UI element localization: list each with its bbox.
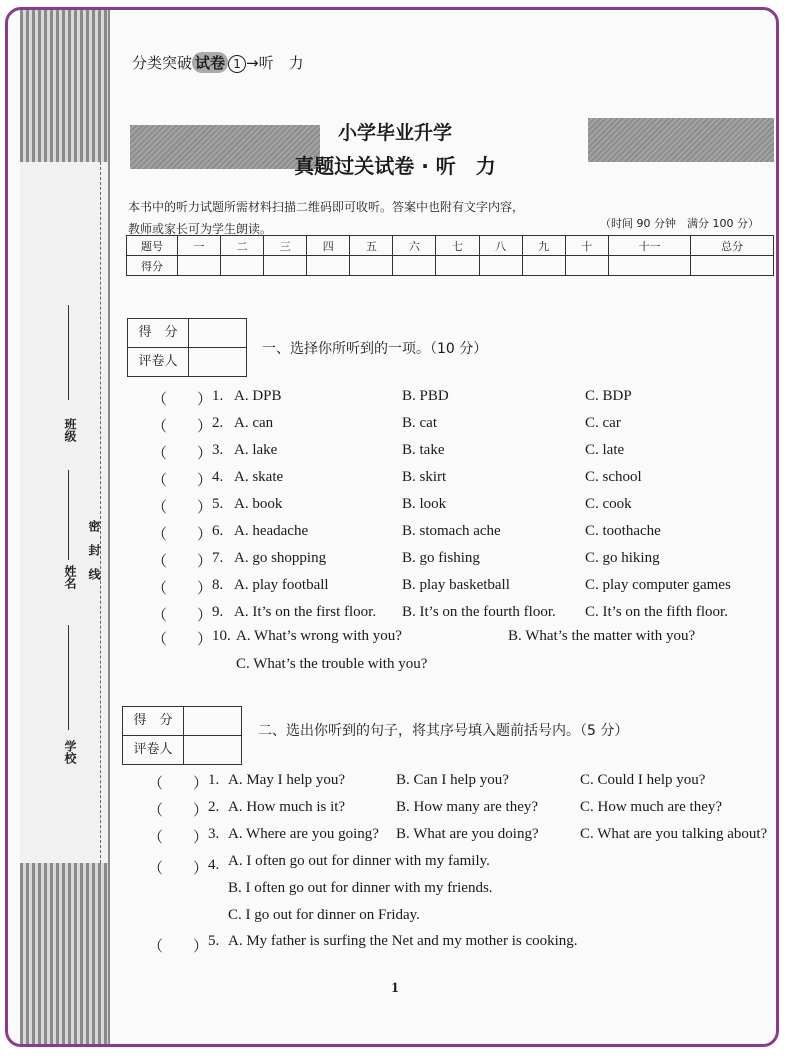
note-line2: 教师或家长可为学生朗读。 (128, 222, 273, 236)
header-test-pill: 试卷 (192, 52, 228, 73)
answer-bracket[interactable]: （ ） (148, 861, 209, 877)
question-number: 9. (212, 604, 224, 620)
school-label: 学校 (63, 740, 77, 764)
seal-line-label: 密 封 线 (87, 520, 101, 580)
score-col: 六 (393, 236, 436, 256)
score-cell[interactable] (436, 256, 479, 276)
answer-bracket[interactable]: （ ） (152, 392, 213, 408)
score-table-header-label: 题号 (127, 236, 178, 256)
score-col: 二 (221, 236, 264, 256)
option-b: B. What are you doing? (396, 826, 539, 842)
answer-bracket[interactable]: （ ） (148, 776, 209, 792)
answer-bracket[interactable]: （ ） (152, 608, 213, 624)
margin-stripes-bottom (20, 863, 108, 1047)
question-number: 4. (212, 469, 224, 485)
section1-score-box (127, 318, 247, 377)
score-table-score-row (127, 256, 774, 276)
option-a: A. How much is it? (228, 799, 346, 815)
header-test-number: 1 (228, 55, 246, 73)
answer-bracket[interactable]: （ ） (152, 632, 213, 648)
option-b: B. stomach ache (402, 523, 501, 539)
name-underline (68, 470, 69, 560)
score-cell[interactable] (350, 256, 393, 276)
option-c: C. It’s on the fifth floor. (585, 604, 728, 620)
option-c: C. BDP (585, 388, 632, 404)
option-c: C. I go out for dinner on Friday. (228, 907, 420, 923)
answer-bracket[interactable]: （ ） (148, 939, 209, 955)
score-col: 四 (307, 236, 350, 256)
score-cell[interactable] (307, 256, 350, 276)
question-number: 3. (208, 826, 220, 842)
score-col: 七 (436, 236, 479, 256)
section1-title: 一、选择你所听到的一项。（10 分） (262, 341, 488, 357)
question-number: 1. (212, 388, 224, 404)
option-b: B. look (402, 496, 447, 512)
name-label: 姓名 (63, 565, 77, 589)
note-line1: 本书中的听力试题所需材料扫描二维码即可收听。答案中也附有文字内容， (128, 200, 525, 214)
score-col: 一 (178, 236, 221, 256)
option-c: C. cook (585, 496, 632, 512)
score-box-grader-label: 评卷人 (128, 348, 189, 376)
answer-bracket[interactable]: （ ） (152, 527, 213, 543)
option-c: C. What are you talking about? (580, 826, 768, 842)
option-c: C. How much are they? (580, 799, 723, 815)
question-number: 5. (208, 933, 220, 949)
score-table (126, 235, 774, 276)
score-cell[interactable] (264, 256, 307, 276)
option-a: A. May I help you? (228, 772, 346, 788)
class-underline (68, 305, 69, 400)
option-a: A. skate (234, 469, 284, 485)
score-col: 十一 (608, 236, 691, 256)
school-underline (68, 625, 69, 730)
score-box-score-label: 得 分 (123, 707, 184, 735)
answer-bracket[interactable]: （ ） (148, 830, 209, 846)
option-c: C. toothache (585, 523, 661, 539)
option-b: B. cat (402, 415, 437, 431)
option-b: B. go fishing (402, 550, 480, 566)
page-title-line1: 小学毕业升学 (337, 122, 452, 144)
option-c: C. What’s the trouble with you? (236, 656, 428, 672)
question-number: 1. (208, 772, 220, 788)
option-b: B. I often go out for dinner with my friends. (228, 880, 493, 896)
score-table-row-label: 得分 (127, 256, 178, 276)
question-number: 8. (212, 577, 224, 593)
score-cell[interactable] (393, 256, 436, 276)
score-col: 三 (264, 236, 307, 256)
option-c: C. school (585, 469, 642, 485)
option-a: A. Where are you going? (228, 826, 379, 842)
section2-score-box (122, 706, 242, 765)
question-number: 2. (212, 415, 224, 431)
option-c: C. Could I help you? (580, 772, 706, 788)
option-b: B. skirt (402, 469, 447, 485)
page-number: 1 (391, 980, 399, 996)
answer-bracket[interactable]: （ ） (152, 446, 213, 462)
answer-bracket[interactable]: （ ） (152, 581, 213, 597)
option-c: C. late (585, 442, 625, 458)
score-cell[interactable] (479, 256, 522, 276)
section2-title: 二、选出你听到的句子，将其序号填入题前括号内。（5 分） (258, 723, 629, 739)
question-number: 4. (208, 857, 220, 873)
question-number: 10. (212, 628, 231, 644)
option-a: A. lake (234, 442, 278, 458)
option-c: C. play computer games (585, 577, 731, 593)
score-cell[interactable] (565, 256, 608, 276)
score-col: 九 (522, 236, 565, 256)
answer-bracket[interactable]: （ ） (152, 473, 213, 489)
question-number: 2. (208, 799, 220, 815)
class-label: 班级 (63, 418, 77, 442)
header-category: 分类突破 (132, 54, 193, 72)
running-header (132, 52, 304, 73)
score-cell[interactable] (691, 256, 774, 276)
score-table-header-row (127, 236, 774, 256)
seal-dashed-line (100, 162, 102, 863)
score-box-score-label: 得 分 (128, 319, 189, 347)
answer-bracket[interactable]: （ ） (152, 500, 213, 516)
answer-bracket[interactable]: （ ） (148, 803, 209, 819)
score-cell[interactable] (221, 256, 264, 276)
option-a: A. go shopping (234, 550, 327, 566)
option-c: C. go hiking (585, 550, 660, 566)
score-cell[interactable] (522, 256, 565, 276)
answer-bracket[interactable]: （ ） (152, 419, 213, 435)
option-a: A. can (234, 415, 274, 431)
option-a: A. book (234, 496, 283, 512)
option-a: A. What’s wrong with you? (236, 628, 402, 644)
page-title-line2: 真题过关试卷 · 听 力 (294, 154, 496, 178)
option-a: A. I often go out for dinner with my family. (228, 853, 490, 869)
option-a: A. play football (234, 577, 329, 593)
answer-bracket[interactable]: （ ） (152, 554, 213, 570)
question-number: 6. (212, 523, 224, 539)
option-b: B. play basketball (402, 577, 510, 593)
score-col: 十 (565, 236, 608, 256)
header-subject: 听 力 (258, 54, 304, 72)
option-b: B. PBD (402, 388, 449, 404)
score-cell[interactable] (178, 256, 221, 276)
option-a: A. DPB (234, 388, 282, 404)
question-number: 3. (212, 442, 224, 458)
score-box-grader-label: 评卷人 (123, 736, 184, 764)
option-a: A. headache (234, 523, 309, 539)
score-cell[interactable] (608, 256, 691, 276)
option-c: C. car (585, 415, 621, 431)
score-col: 总分 (691, 236, 774, 256)
time-score-note: （时间 90 分钟 满分 100 分） (600, 217, 759, 230)
option-a: A. My father is surfing the Net and my mother is cooking. (228, 933, 578, 949)
option-b: B. Can I help you? (396, 772, 509, 788)
option-b: B. What’s the matter with you? (508, 628, 696, 644)
score-col: 八 (479, 236, 522, 256)
header-arrow: → (246, 54, 259, 72)
question-number: 5. (212, 496, 224, 512)
option-b: B. It’s on the fourth floor. (402, 604, 556, 620)
score-col: 五 (350, 236, 393, 256)
option-b: B. take (402, 442, 445, 458)
question-number: 7. (212, 550, 224, 566)
option-a: A. It’s on the first floor. (234, 604, 377, 620)
option-b: B. How many are they? (396, 799, 539, 815)
